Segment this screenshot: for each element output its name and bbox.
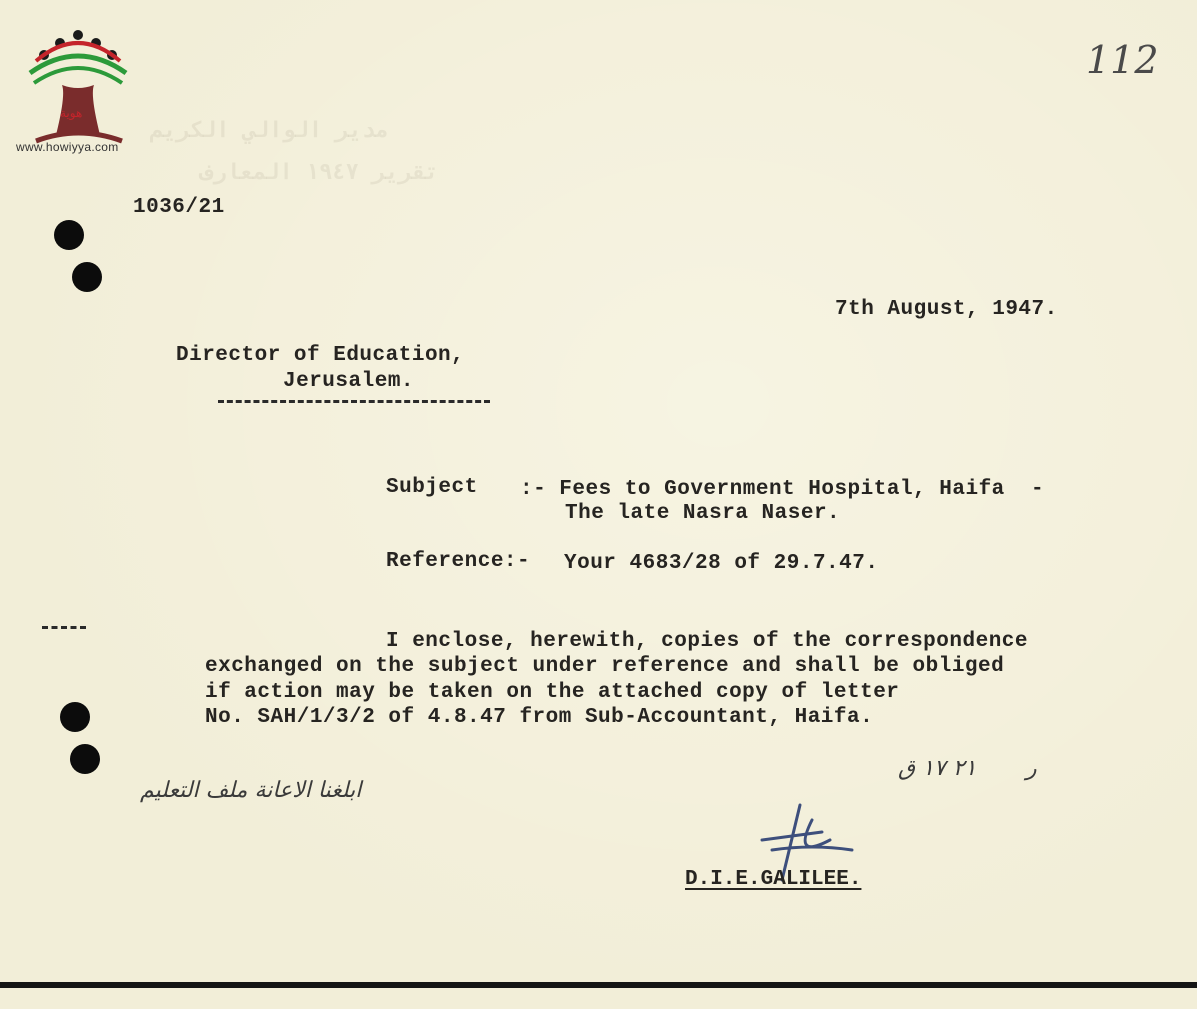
punch-hole (60, 702, 90, 732)
body-line-4: No. SAH/1/3/2 of 4.8.47 from Sub-Accountant, Haifa. (205, 706, 874, 729)
punch-hole (72, 262, 102, 292)
subject-text-line2: The late Nasra Naser. (565, 502, 841, 525)
letter-date: 7th August, 1947. (835, 298, 1058, 321)
subject-text-line1: :- Fees to Government Hospital, Haifa - (520, 478, 1045, 501)
howiyya-logo-icon (16, 20, 140, 160)
addressee-title: Director of Education, (176, 344, 465, 367)
punch-hole (54, 220, 84, 250)
svg-text:هوية: هوية (60, 106, 83, 120)
addressee-city: Jerusalem. (283, 370, 415, 393)
reference-label: Reference:- (386, 550, 531, 573)
file-number: 1036/21 (133, 196, 225, 219)
arabic-handwritten-mark: ر (1026, 756, 1037, 781)
punch-hole (70, 744, 100, 774)
page-number: 112 (1086, 38, 1159, 82)
signatory-name: D.I.E.GALILEE. (685, 868, 862, 891)
arabic-handwritten-note: ابلغنا الاعانة ملف التعليم (140, 778, 362, 803)
logo-url[interactable]: www.howiyya.com (16, 140, 119, 154)
reference-text: Your 4683/28 of 29.7.47. (564, 552, 879, 575)
scan-bottom-margin (0, 988, 1197, 1009)
addressee-divider (218, 400, 490, 403)
arabic-handwritten-date: ٢١ ١٧ ق (898, 756, 977, 781)
body-line-2: exchanged on the subject under reference and shall be obliged (205, 655, 1005, 678)
bleed-through-text: تقرير ١٩٤٧ المعارف (200, 161, 439, 186)
subject-label: Subject (386, 476, 478, 499)
margin-dash-mark (42, 626, 86, 629)
bleed-through-text: مدير الوالي الكريم (150, 119, 389, 144)
body-line-1: I enclose, herewith, copies of the correspondence (386, 630, 1029, 653)
body-line-3: if action may be taken on the attached copy of letter (205, 681, 900, 704)
